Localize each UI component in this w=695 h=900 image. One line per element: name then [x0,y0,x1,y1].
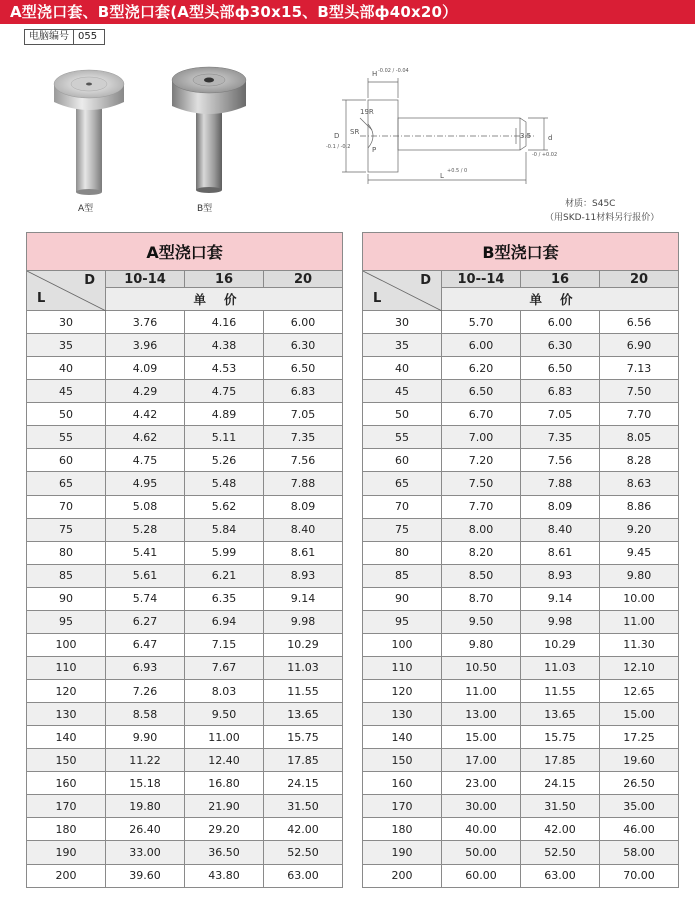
price-cell: 9.80 [600,564,679,587]
row-length-cell: 35 [27,334,106,357]
price-cell: 6.50 [442,380,521,403]
price-cell: 29.20 [185,818,264,841]
price-cell: 8.00 [442,518,521,541]
table-b-corner-header [363,271,442,311]
price-cell: 10.00 [600,587,679,610]
price-cell: 4.42 [106,403,185,426]
price-cell: 7.50 [442,472,521,495]
row-length-cell: 120 [27,680,106,703]
row-length-cell: 55 [363,426,442,449]
table-row [363,495,679,518]
price-cell: 36.50 [185,841,264,864]
row-length-cell: 60 [363,449,442,472]
price-cell: 5.41 [106,541,185,564]
table-row [363,726,679,749]
row-length-cell: 90 [27,587,106,610]
price-cell: 30.00 [442,795,521,818]
table-row [27,587,343,610]
row-length-cell: 180 [27,818,106,841]
table-row [27,772,343,795]
price-cell: 11.03 [521,656,600,679]
price-cell: 6.50 [264,357,343,380]
price-cell: 5.48 [185,472,264,495]
price-cell: 21.90 [185,795,264,818]
table-row [363,449,679,472]
price-cell: 8.50 [442,564,521,587]
table-b-l-header: L [373,291,382,306]
price-cell: 40.00 [442,818,521,841]
price-cell: 5.26 [185,449,264,472]
page-title: A型浇口套、B型浇口套(A型头部ф30x15、B型头部ф40x20） [0,0,695,24]
row-length-cell: 60 [27,449,106,472]
table-row [363,334,679,357]
price-cell: 23.00 [442,772,521,795]
table-row [27,703,343,726]
price-cell: 5.70 [442,311,521,334]
row-length-cell: 65 [363,472,442,495]
table-row [27,334,343,357]
price-cell: 12.65 [600,680,679,703]
price-cell: 7.15 [185,633,264,656]
price-cell: 58.00 [600,841,679,864]
price-cell: 4.75 [185,380,264,403]
price-cell: 11.00 [442,680,521,703]
price-cell: 12.10 [600,656,679,679]
table-row [363,518,679,541]
table-row [363,749,679,772]
table-row [363,818,679,841]
price-cell: 12.40 [185,749,264,772]
price-cell: 4.53 [185,357,264,380]
row-length-cell: 80 [27,541,106,564]
row-length-cell: 170 [363,795,442,818]
price-cell: 7.67 [185,656,264,679]
table-row [363,656,679,679]
row-length-cell: 140 [27,726,106,749]
price-cell: 11.03 [264,656,343,679]
dim-3-5-label: 3.5 [520,132,532,140]
price-cell: 5.28 [106,518,185,541]
price-cell: 24.15 [521,772,600,795]
price-cell: 17.85 [264,749,343,772]
d-tol-label: -0.1 / -0.2 [326,144,351,150]
price-cell: 7.56 [264,449,343,472]
price-cell: 8.93 [521,564,600,587]
table-row [27,633,343,656]
price-cell: 13.65 [264,703,343,726]
price-cell: 9.50 [442,610,521,633]
price-cell: 8.61 [264,541,343,564]
table-row [363,357,679,380]
price-cell: 6.70 [442,403,521,426]
table-row [363,680,679,703]
price-cell: 6.00 [264,311,343,334]
price-cell: 6.00 [521,311,600,334]
price-cell: 17.25 [600,726,679,749]
price-cell: 15.75 [521,726,600,749]
price-cell: 8.40 [264,518,343,541]
table-row [27,841,343,864]
price-cell: 11.30 [600,633,679,656]
row-length-cell: 150 [27,749,106,772]
code-value: 055 [78,31,98,42]
table-row [363,703,679,726]
price-cell: 15.18 [106,772,185,795]
price-cell: 15.00 [600,703,679,726]
row-length-cell: 160 [363,772,442,795]
price-cell: 9.98 [264,610,343,633]
price-cell: 9.98 [521,610,600,633]
price-cell: 4.38 [185,334,264,357]
price-cell: 9.50 [185,703,264,726]
price-cell: 6.20 [442,357,521,380]
row-length-cell: 110 [27,656,106,679]
table-row [27,749,343,772]
h-tol-label: -0.02 / -0.04 [378,68,409,74]
price-cell: 7.05 [521,403,600,426]
row-length-cell: 130 [27,703,106,726]
price-cell: 8.61 [521,541,600,564]
table-row [27,541,343,564]
price-cell: 7.26 [106,680,185,703]
table-b-d-header: D [420,273,431,288]
price-cell: 8.40 [521,518,600,541]
price-cell: 52.50 [521,841,600,864]
price-cell: 39.60 [106,864,185,887]
price-cell: 8.63 [600,472,679,495]
price-cell: 6.83 [521,380,600,403]
table-row [27,449,343,472]
price-cell: 6.00 [442,334,521,357]
price-cell: 4.89 [185,403,264,426]
price-cell: 9.14 [264,587,343,610]
table-row [363,426,679,449]
price-cell: 4.16 [185,311,264,334]
price-cell: 4.95 [106,472,185,495]
row-length-cell: 150 [363,749,442,772]
technical-drawing [320,58,560,192]
table-b-title: B型浇口套 [363,233,679,271]
price-cell: 50.00 [442,841,521,864]
price-cell: 8.70 [442,587,521,610]
price-cell: 9.14 [521,587,600,610]
row-length-cell: 75 [27,518,106,541]
price-cell: 8.28 [600,449,679,472]
price-cell: 8.03 [185,680,264,703]
table-row [27,518,343,541]
price-cell: 7.70 [600,403,679,426]
price-cell: 46.00 [600,818,679,841]
d-dim-label: D [334,132,340,140]
price-cell: 11.00 [185,726,264,749]
material-text: 材质：S45C [565,199,616,209]
row-length-cell: 45 [363,380,442,403]
p-label: P [372,146,377,154]
product-b-label: B型 [197,204,213,214]
price-cell: 3.96 [106,334,185,357]
row-length-cell: 35 [363,334,442,357]
table-row [363,311,679,334]
row-length-cell: 75 [363,518,442,541]
price-cell: 4.29 [106,380,185,403]
price-cell: 5.62 [185,495,264,518]
code-label: 电脑编号 [25,30,74,44]
table-b-col-header: 20 [600,271,679,288]
price-cell: 8.86 [600,495,679,518]
table-row [27,426,343,449]
price-cell: 7.20 [442,449,521,472]
table-row [27,495,343,518]
table-a-unit-header: 单价 [106,288,343,311]
price-cell: 6.27 [106,610,185,633]
table-a-col-header: 16 [185,271,264,288]
price-cell: 5.74 [106,587,185,610]
table-a-d-header: D [84,273,95,288]
price-cell: 6.93 [106,656,185,679]
price-cell: 8.05 [600,426,679,449]
table-row [27,311,343,334]
price-cell: 6.30 [521,334,600,357]
price-table-a [26,232,343,888]
price-cell: 5.08 [106,495,185,518]
row-length-cell: 170 [27,795,106,818]
price-cell: 8.09 [264,495,343,518]
price-cell: 17.85 [521,749,600,772]
price-cell: 9.45 [600,541,679,564]
price-cell: 6.90 [600,334,679,357]
table-a-body [27,311,343,888]
price-cell: 6.30 [264,334,343,357]
row-length-cell: 50 [27,403,106,426]
row-length-cell: 95 [363,610,442,633]
row-length-cell: 90 [363,587,442,610]
price-cell: 4.75 [106,449,185,472]
table-row [363,587,679,610]
row-length-cell: 110 [363,656,442,679]
price-cell: 31.50 [521,795,600,818]
price-cell: 3.76 [106,311,185,334]
table-b-body [363,311,679,888]
row-length-cell: 85 [363,564,442,587]
table-row [27,656,343,679]
price-cell: 6.83 [264,380,343,403]
price-cell: 5.99 [185,541,264,564]
row-length-cell: 200 [363,864,442,887]
price-cell: 7.50 [600,380,679,403]
table-b-col-header: 16 [521,271,600,288]
table-row [363,772,679,795]
table-row [27,564,343,587]
price-cell: 11.22 [106,749,185,772]
price-cell: 10.29 [521,633,600,656]
table-row [27,864,343,887]
price-cell: 33.00 [106,841,185,864]
row-length-cell: 160 [27,772,106,795]
row-length-cell: 130 [363,703,442,726]
price-cell: 8.93 [264,564,343,587]
price-cell: 13.65 [521,703,600,726]
row-length-cell: 100 [27,633,106,656]
price-cell: 9.20 [600,518,679,541]
price-cell: 60.00 [442,864,521,887]
price-cell: 15.00 [442,726,521,749]
table-row [27,680,343,703]
table-row [27,795,343,818]
price-cell: 8.58 [106,703,185,726]
small-d-tol-label: -0 / +0.02 [532,152,558,158]
price-cell: 7.13 [600,357,679,380]
sr-label: SR [350,128,360,136]
price-cell: 9.80 [442,633,521,656]
table-row [363,403,679,426]
table-row [27,380,343,403]
price-cell: 31.50 [264,795,343,818]
table-a-corner-header [27,271,106,311]
price-cell: 15.75 [264,726,343,749]
price-cell: 6.47 [106,633,185,656]
table-row [363,864,679,887]
price-cell: 5.11 [185,426,264,449]
price-cell: 16.80 [185,772,264,795]
table-b-unit-header: 单价 [442,288,679,311]
material-note: （用SKD-11材料另行报价） [545,213,660,223]
price-cell: 43.80 [185,864,264,887]
price-cell: 6.94 [185,610,264,633]
sr-value: 19R [360,108,374,116]
table-row [27,726,343,749]
price-cell: 7.88 [264,472,343,495]
price-cell: 13.00 [442,703,521,726]
price-cell: 7.88 [521,472,600,495]
row-length-cell: 95 [27,610,106,633]
table-row [363,633,679,656]
price-cell: 6.35 [185,587,264,610]
price-cell: 19.60 [600,749,679,772]
row-length-cell: 100 [363,633,442,656]
price-cell: 7.56 [521,449,600,472]
price-cell: 4.62 [106,426,185,449]
product-a-label: A型 [78,204,94,214]
table-row [27,472,343,495]
row-length-cell: 50 [363,403,442,426]
row-length-cell: 85 [27,564,106,587]
table-row [363,841,679,864]
price-cell: 7.05 [264,403,343,426]
price-cell: 52.50 [264,841,343,864]
price-cell: 11.55 [521,680,600,703]
price-cell: 6.56 [600,311,679,334]
price-cell: 17.00 [442,749,521,772]
price-cell: 24.15 [264,772,343,795]
price-cell: 10.50 [442,656,521,679]
price-cell: 7.35 [521,426,600,449]
h-dim-label: H [372,70,378,78]
table-row [363,380,679,403]
price-cell: 70.00 [600,864,679,887]
table-a-title: A型浇口套 [27,233,343,271]
row-length-cell: 140 [363,726,442,749]
price-cell: 6.50 [521,357,600,380]
row-length-cell: 190 [363,841,442,864]
price-cell: 8.20 [442,541,521,564]
l-tol-label: +0.5 / 0 [447,168,468,174]
price-cell: 11.55 [264,680,343,703]
row-length-cell: 55 [27,426,106,449]
table-a-col-header: 10-14 [106,271,185,288]
price-cell: 7.35 [264,426,343,449]
computer-code-box [24,29,105,45]
price-cell: 5.84 [185,518,264,541]
l-dim-label: L [440,172,444,180]
price-cell: 63.00 [521,864,600,887]
table-row [363,564,679,587]
row-length-cell: 80 [363,541,442,564]
table-row [27,610,343,633]
product-b-image [166,58,256,202]
table-a-col-header: 20 [264,271,343,288]
price-cell: 42.00 [521,818,600,841]
price-cell: 19.80 [106,795,185,818]
price-cell: 8.09 [521,495,600,518]
row-length-cell: 30 [27,311,106,334]
product-a-image [48,60,138,204]
row-length-cell: 30 [363,311,442,334]
row-length-cell: 40 [27,357,106,380]
table-row [27,403,343,426]
price-table-b [362,232,679,888]
table-row [363,541,679,564]
price-cell: 4.09 [106,357,185,380]
price-cell: 9.90 [106,726,185,749]
table-row [27,357,343,380]
table-row [27,818,343,841]
table-b-col-header: 10--14 [442,271,521,288]
price-cell: 63.00 [264,864,343,887]
row-length-cell: 180 [363,818,442,841]
price-cell: 42.00 [264,818,343,841]
row-length-cell: 45 [27,380,106,403]
row-length-cell: 120 [363,680,442,703]
table-row [363,795,679,818]
row-length-cell: 65 [27,472,106,495]
price-cell: 35.00 [600,795,679,818]
price-cell: 5.61 [106,564,185,587]
price-cell: 6.21 [185,564,264,587]
row-length-cell: 40 [363,357,442,380]
price-cell: 7.00 [442,426,521,449]
table-a-l-header: L [37,291,46,306]
row-length-cell: 70 [27,495,106,518]
row-length-cell: 190 [27,841,106,864]
price-cell: 26.40 [106,818,185,841]
price-cell: 11.00 [600,610,679,633]
price-cell: 26.50 [600,772,679,795]
small-d-label: d [548,134,553,142]
table-row [363,610,679,633]
price-cell: 7.70 [442,495,521,518]
table-row [363,472,679,495]
row-length-cell: 200 [27,864,106,887]
row-length-cell: 70 [363,495,442,518]
price-cell: 10.29 [264,633,343,656]
